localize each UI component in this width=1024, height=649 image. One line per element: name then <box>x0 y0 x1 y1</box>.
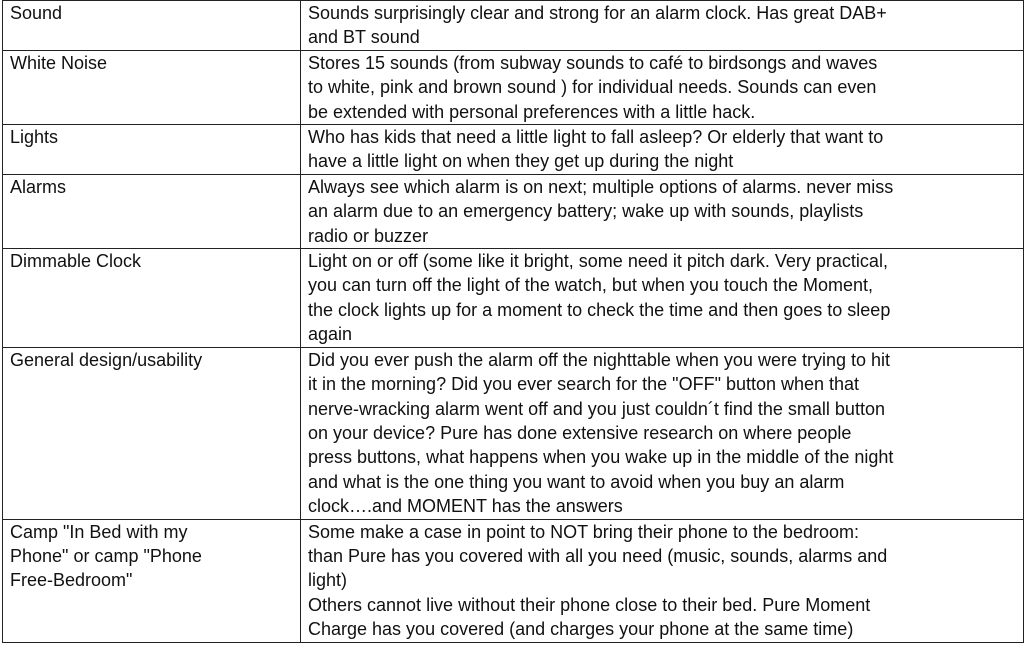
feature-cell: White Noise <box>3 50 301 124</box>
description-cell: Always see which alarm is on next; multiple options of alarms. never miss an alarm due to an emergency battery; wake up with sounds, playlists radio or buzzer <box>301 174 1024 248</box>
table-row <box>3 50 1024 124</box>
table-row <box>3 125 1024 175</box>
table-row <box>3 347 1024 519</box>
table-row <box>3 249 1024 348</box>
table-row <box>3 174 1024 248</box>
description-cell: Light on or off (some like it bright, some need it pitch dark. Very practical, you can turn off the light of the watch, but when you touch the Moment, the clock lights up for a moment to check the time and then goes to sleep again <box>301 249 1024 348</box>
feature-cell: Alarms <box>3 174 301 248</box>
description-cell: Some make a case in point to NOT bring their phone to the bedroom: than Pure has you covered with all you need (music, sounds, alarms and light) Others cannot live without their phone close to their bed. Pure Moment Charge has you covered (and charges your phone at the same time) <box>301 519 1024 642</box>
description-cell: Sounds surprisingly clear and strong for an alarm clock. Has great DAB+ and BT sound <box>301 1 1024 51</box>
table-row <box>3 1 1024 51</box>
feature-cell: Camp "In Bed with my Phone" or camp "Phone Free-Bedroom" <box>3 519 301 642</box>
table-row <box>3 519 1024 642</box>
description-cell: Who has kids that need a little light to fall asleep? Or elderly that want to have a little light on when they get up during the night <box>301 125 1024 175</box>
description-cell: Did you ever push the alarm off the nighttable when you were trying to hit it in the morning? Did you ever search for the "OFF" button when that nerve-wracking alarm went off and you just couldn´t find the small button on your device? Pure has done extensive research on where people press buttons, what happens when you wake up in the middle of the night and what is the one thing you want to avoid when you buy an alarm clock….and MOMENT has the answers <box>301 347 1024 519</box>
feature-cell: Lights <box>3 125 301 175</box>
feature-cell: General design/usability <box>3 347 301 519</box>
feature-cell: Dimmable Clock <box>3 249 301 348</box>
feature-cell: Sound <box>3 1 301 51</box>
description-cell: Stores 15 sounds (from subway sounds to café to birdsongs and waves to white, pink and brown sound ) for individual needs. Sounds can even be extended with personal preferences with a little hack. <box>301 50 1024 124</box>
feature-table <box>2 0 1024 643</box>
